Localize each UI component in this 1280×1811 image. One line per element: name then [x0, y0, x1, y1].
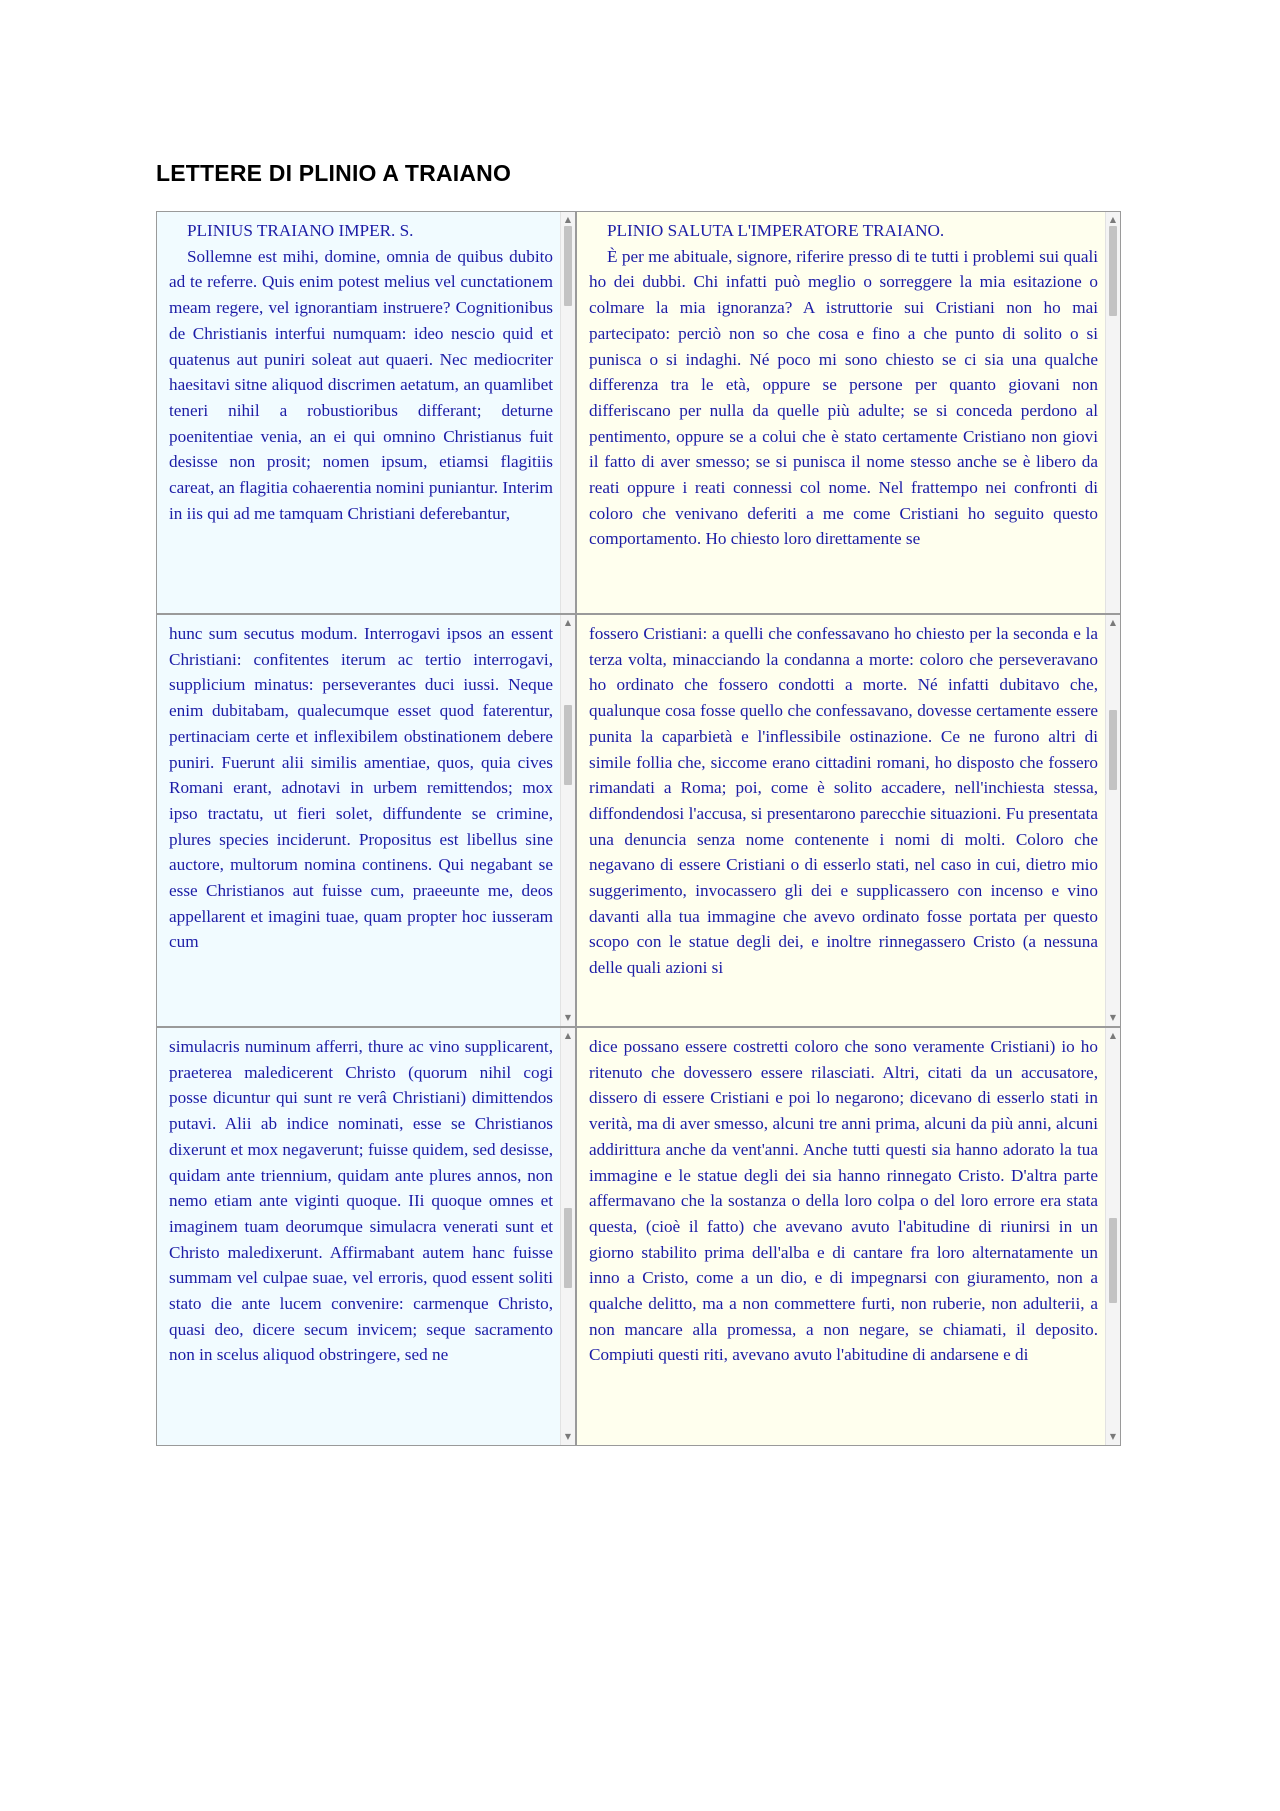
latin-paragraph-3: simulacris numinum afferri, thure ac vino supplicarent, praeterea maledicerent Christo (quorum nihil cogi posse dicuntur qui sunt re verâ Christiani) dimittendos putavi. Alii ab indice nominati, esse se Christianos dixerunt et mox negaverunt; fuisse quidem, sed desisse, quidam ante triennium, quidam ante plures annos, non nemo etiam ante viginti quoque. IIi quoque omnes et imaginem tuam deorumque simulacra venerati sunt et Christo maledixerunt. Affirmabant autem hanc fuisse summam vel culpae suae, vel erroris, quod essent soliti stato die ante lucem convenire: carmenque Christo, quasi deo, dicere secum invicem; seque sacramento non in scelus aliquod obstringere, sed ne	[169, 1037, 553, 1365]
latin-paragraph-1: Sollemne est mihi, domine, omnia de quibus dubito ad te referre. Quis enim potest melius vel cunctationem meam regere, vel ignorantiam instruere? Cognitionibus de Christianis interfui numquam: ideo nescio quid et quatenus aut puniri soleat aut quaeri. Nec mediocriter haesitavi sitne aliquod discrimen aetatum, an quamlibet teneri nihil a robustioribus differant; deturne poenitentiae venia, an ei qui omnino Christianus fuit desisse non prosit; nomen ipsum, etiamsi flagitiis careat, an flagitia cohaerentia nomini puniantur. Interim in iis qui ad me tamquam Christiani deferebantur,	[169, 246, 553, 523]
scrollbar-thumb[interactable]	[564, 705, 572, 785]
scrollbar-italian-2[interactable]	[1105, 615, 1120, 1026]
scroll-up-arrow-icon[interactable]: ▲	[1109, 1031, 1117, 1040]
latin-paragraph-2: hunc sum secutus modum. Interrogavi ipsos an essent Christiani: confitentes iterum ac tertio interrogavi, supplicium minatus: perseverantes duci iussi. Neque enim dubitabam, qualecumque esset quod faterentur, pertinaciam certe et inflexibilem obstinationem debere puniri. Fuerunt alii similis amentiae, quos, quia cives Romani erant, adnotavi in urbem remittendos; mox ipso tractatu, ut fieri solet, diffundente se crimine, plures species inciderunt. Propositus est libellus sine auctore, multorum nomina continens. Qui negabant se esse Christianos aut fuisse cum, praeeunte me, deos appellarent et imagini tuae, quam propter hoc iusseram cum	[169, 624, 553, 952]
scroll-up-arrow-icon[interactable]: ▲	[564, 1031, 572, 1040]
latin-text-2	[169, 621, 553, 1026]
scrollbar-latin-1[interactable]	[560, 212, 575, 613]
italian-text-box-3[interactable]	[577, 1028, 1120, 1445]
latin-text-3	[169, 1034, 553, 1445]
scroll-down-arrow-icon[interactable]: ▼	[1109, 1432, 1117, 1441]
scrollbar-thumb[interactable]	[1109, 226, 1117, 316]
scroll-up-arrow-icon[interactable]: ▲	[564, 215, 572, 224]
italian-heading: PLINIO SALUTA L'IMPERATORE TRAIANO.	[607, 221, 945, 240]
italian-text-box-1[interactable]	[577, 212, 1120, 613]
latin-text-box-2[interactable]	[157, 615, 575, 1026]
italian-paragraph-1: È per me abituale, signore, riferire presso di te tutti i problemi sui quali ho dei dubbi. Chi infatti può meglio o sorreggere la mia esitazione o colmare la mia ignoranza? A istruttorie sui Cristiani non ho mai partecipato: perciò non so che cosa e fino a che punto di solito o si punisca o si indaghi. Né poco mi sono chiesto se ci sia una qualche differenza tra le età, oppure se persone per quanto giovani non differiscano per nulla da quelle più adulte; se si conceda perdono al pentimento, oppure se a colui che è stato certamente Cristiano non giovi il fatto di aver smesso; se si punisca il nome stesso anche se è libero da reati oppure i reati connessi col nome. Nel frattempo nei confronti di coloro che venivano deferiti a me come Cristiani ho seguito questo comportamento. Ho chiesto loro direttamente se	[589, 246, 1098, 549]
page-title: LETTERE DI PLINIO A TRAIANO	[156, 160, 512, 186]
italian-text-box-2[interactable]	[577, 615, 1120, 1026]
latin-text-box-1[interactable]	[157, 212, 575, 613]
scroll-up-arrow-icon[interactable]: ▲	[564, 618, 572, 627]
scrollbar-thumb[interactable]	[564, 226, 572, 306]
scroll-up-arrow-icon[interactable]: ▲	[1109, 618, 1117, 627]
scrollbar-thumb[interactable]	[1109, 710, 1117, 790]
scroll-down-arrow-icon[interactable]: ▼	[1109, 1013, 1117, 1022]
latin-heading: PLINIUS TRAIANO IMPER. S.	[187, 221, 414, 240]
translation-grid	[156, 211, 1121, 1446]
italian-paragraph-2: fossero Cristiani: a quelli che confessavano ho chiesto per la seconda e la terza volta, minacciando la condanna a morte: coloro che perseveravano ho ordinato che fossero condotti a morte. Né infatti dubitavo che, qualunque cosa fosse quello che confessavano, dovesse certamente essere punita la caparbietà e l'inflessibile ostinazione. Ce ne furono altri di simile follia che, siccome erano cittadini romani, ho disposto che fossero rimandati a Roma; poi, come è solito accadere, nell'inchiesta stessa, diffondendosi l'accusa, si presentarono parecchie situazioni. Fu presentata una denuncia senza nome contenente i nomi di molti. Coloro che negavano di essere Cristiani o di esserlo stati, nel caso in cui, dietro mio suggerimento, invocassero gli dei e supplicassero con incenso e vino davanti alla tua immagine che avevo ordinato fosse portata per questo scopo con le statue degli dei, e inoltre rinnegassero Cristo (a nessuna delle quali azioni si	[589, 624, 1098, 978]
italian-text-3	[589, 1034, 1098, 1445]
scroll-down-arrow-icon[interactable]: ▼	[564, 1432, 572, 1441]
scrollbar-thumb[interactable]	[564, 1208, 572, 1288]
italian-paragraph-3: dice possano essere costretti coloro che sono veramente Cristiani) io ho ritenuto che dovessero essere rilasciati. Altri, citati da un accusatore, dissero di essere Cristiani e poi lo negarono; dicevano di esserlo stati in verità, ma di aver smesso, alcuni tre anni prima, alcuni da più anni, alcuni addirittura anche da vent'anni. Anche tutti questi sia hanno adorato la tua immagine e le statue degli dei sia hanno rinnegato Cristo. D'altra parte affermavano che la sostanza o della loro colpa o del loro errore era stata questa, (cioè il fatto) che avevano avuto l'abitudine di riunirsi in un giorno stabilito prima dell'alba e di cantare fra loro alternatamente un inno a Cristo, come a un dio, e di impegnarsi con giuramento, non a qualche delitto, ma a non commettere furti, non ruberie, non adulterii, a non mancare alla promessa, a non negare, se chiamati, il deposito. Compiuti questi riti, avevano avuto l'abitudine di andarsene e di	[589, 1037, 1098, 1365]
column-divider	[575, 212, 577, 1445]
scrollbar-thumb[interactable]	[1109, 1218, 1117, 1303]
scroll-up-arrow-icon[interactable]: ▲	[1109, 215, 1117, 224]
scrollbar-italian-3[interactable]	[1105, 1028, 1120, 1445]
scrollbar-latin-3[interactable]	[560, 1028, 575, 1445]
latin-text-box-3[interactable]	[157, 1028, 575, 1445]
italian-text-2	[589, 621, 1098, 1026]
scroll-down-arrow-icon[interactable]: ▼	[564, 1013, 572, 1022]
italian-text-1	[589, 218, 1098, 613]
scrollbar-latin-2[interactable]	[560, 615, 575, 1026]
latin-text-1	[169, 218, 553, 613]
scrollbar-italian-1[interactable]	[1105, 212, 1120, 613]
